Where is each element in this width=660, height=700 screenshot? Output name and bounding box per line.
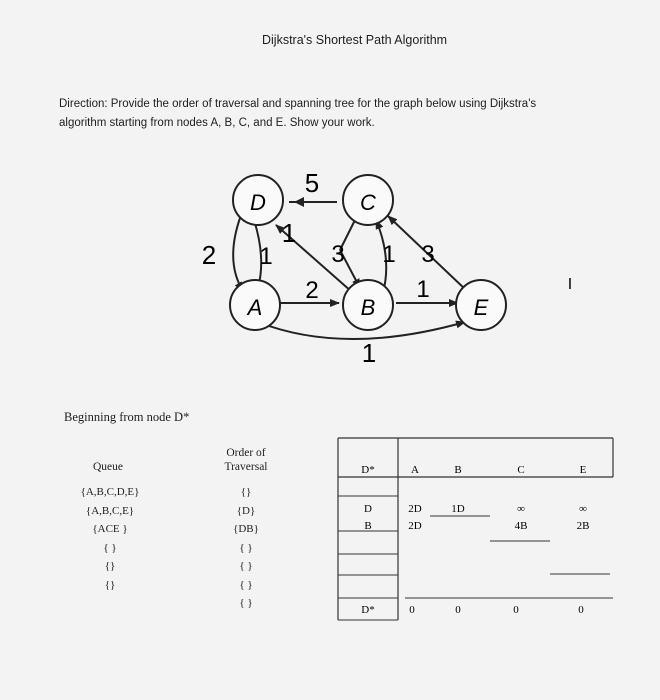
table-header-dstar: D* (361, 464, 375, 476)
weight-be: 1 (416, 276, 430, 303)
node-a-label: A (247, 295, 263, 320)
weight-ae: 1 (361, 338, 377, 368)
table-cell: 2D (408, 520, 422, 532)
direction-line-1: Direction: Provide the order of traversal and spanning tree for the graph below using Dijkstra's (59, 98, 537, 110)
table-header-e: E (579, 464, 587, 476)
table-cell: 1D (451, 503, 465, 515)
node-b (343, 280, 393, 330)
weight-bd: 1 (281, 218, 297, 248)
table-cell: ∞ (517, 503, 525, 515)
table-header-a: A (411, 464, 419, 476)
queue-row: {ACE } (92, 523, 128, 535)
traversal-row: { } (239, 597, 253, 609)
queue-list (70, 483, 150, 594)
page-title: Dijkstra's Shortest Path Algorithm (262, 33, 448, 47)
traversal-row: { } (239, 541, 253, 554)
direction-line-2: algorithm starting from nodes A, B, C, and E. Show your work. (59, 117, 375, 129)
queue-row: {} (104, 560, 116, 572)
weight-ad: 1 (259, 243, 273, 270)
edge-d-a (233, 218, 243, 291)
edge-c-d-arrowhead (294, 197, 304, 207)
traversal-row: {DB} (233, 523, 259, 535)
table-final-cell: D* (361, 604, 375, 616)
traversal-header-line-1: Order of (226, 447, 266, 459)
table-cell: 2D (408, 503, 422, 515)
beginning-label: Beginning from node D* (64, 410, 190, 424)
weight-ec: 3 (421, 241, 435, 268)
queue-row: { } (103, 541, 117, 554)
queue-row: {A,B,C,E} (85, 504, 135, 517)
table-header-c: C (517, 464, 525, 476)
distance-table (330, 430, 630, 630)
queue-header: Queue (92, 461, 123, 473)
node-c-label: C (360, 190, 376, 215)
table-cell: 4B (514, 520, 528, 532)
queue-row: {} (104, 578, 116, 591)
weight-ab: 2 (305, 277, 319, 304)
traversal-row: { } (239, 578, 253, 591)
table-final-cell: 0 (578, 604, 584, 616)
traversal-header (211, 446, 281, 474)
table-final-cell: 0 (455, 604, 461, 616)
traversal-row: {D} (236, 504, 256, 517)
table-cell: 2B (576, 520, 590, 532)
table-header-b: B (454, 464, 462, 476)
traversal-header-line-2: Traversal (224, 461, 268, 473)
node-e-label: E (473, 295, 489, 320)
weight-dc: 5 (304, 168, 320, 198)
traversal-row: {} (240, 486, 252, 498)
node-e (456, 280, 506, 330)
weight-bc: 1 (382, 241, 396, 268)
queue-row: {A,B,C,D,E} (80, 486, 140, 498)
table-cell: B (364, 520, 372, 532)
node-d (233, 175, 283, 225)
node-d-label: D (250, 190, 266, 215)
weight-cb: 3 (331, 241, 345, 268)
traversal-row: { } (239, 560, 253, 572)
text-cursor-icon: I (567, 276, 573, 293)
table-cell: ∞ (579, 503, 587, 515)
table-final-cell: 0 (513, 604, 519, 616)
table-final-cell: 0 (409, 604, 415, 616)
table-cell: D (364, 503, 372, 515)
node-a (230, 280, 280, 330)
node-b-label: B (360, 295, 376, 320)
traversal-list (211, 483, 281, 613)
node-c (343, 175, 393, 225)
weight-da: 2 (201, 240, 217, 270)
